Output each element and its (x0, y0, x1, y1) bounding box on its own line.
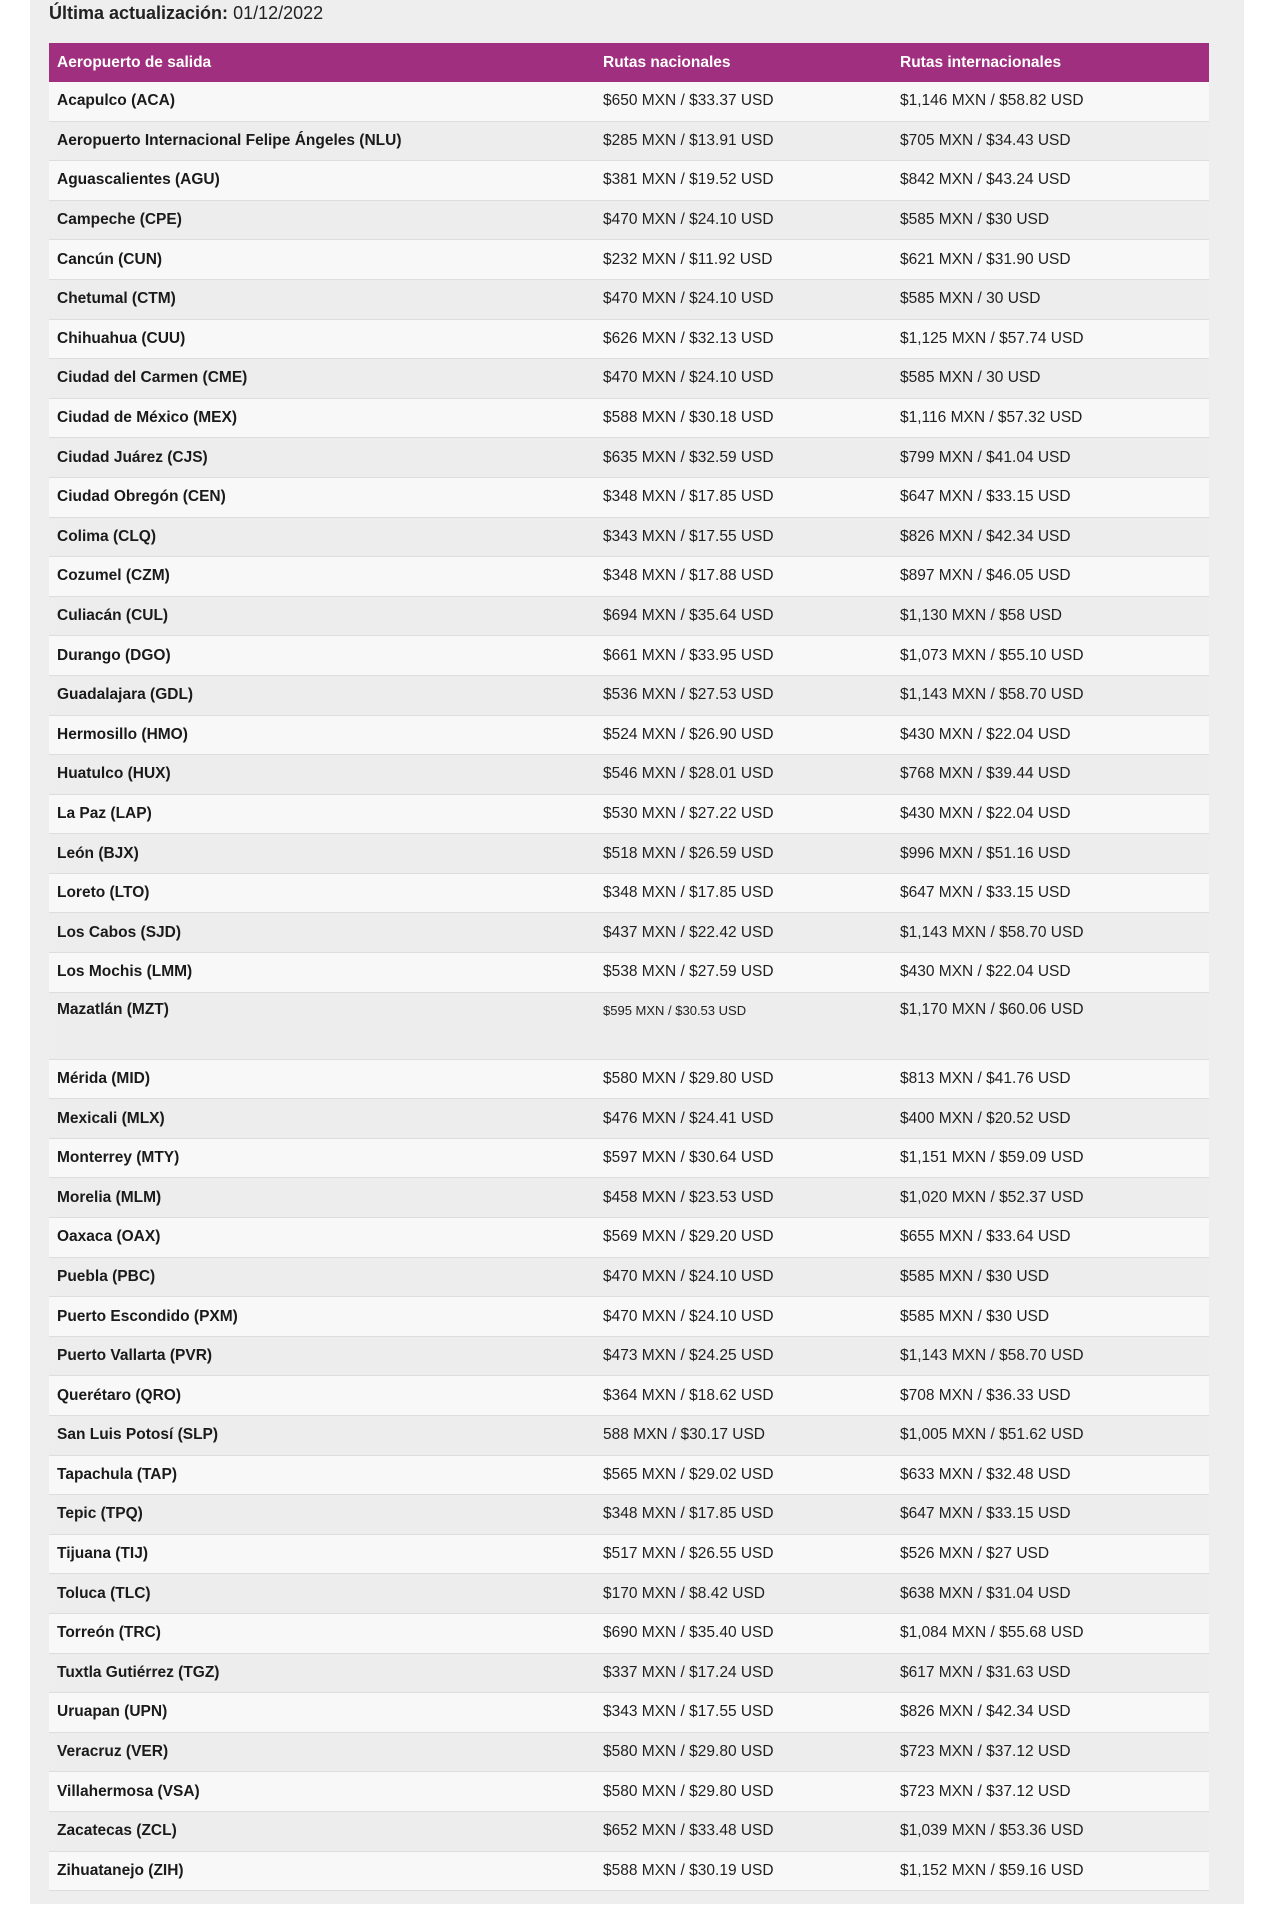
table-row (49, 121, 1209, 161)
international-fee-cell: $799 MXN / $41.04 USD (892, 438, 1209, 478)
table-row (49, 1534, 1209, 1574)
national-fee-cell: $538 MXN / $27.59 USD (595, 953, 892, 993)
col-header-international: Rutas internacionales (892, 43, 1209, 82)
table-row (49, 715, 1209, 755)
international-fee-cell: $647 MXN / $33.15 USD (892, 477, 1209, 517)
international-fee-cell: $723 MXN / $37.12 USD (892, 1732, 1209, 1772)
airport-cell: Zacatecas (ZCL) (49, 1811, 595, 1851)
airport-cell: Monterrey (MTY) (49, 1138, 595, 1178)
airport-cell: Tepic (TPQ) (49, 1495, 595, 1535)
international-fee-cell: $1,116 MXN / $57.32 USD (892, 398, 1209, 438)
national-fee-cell: $597 MXN / $30.64 USD (595, 1138, 892, 1178)
international-fee-cell: $655 MXN / $33.64 USD (892, 1218, 1209, 1258)
international-fee-cell: $1,143 MXN / $58.70 USD (892, 1336, 1209, 1376)
table-row (49, 1257, 1209, 1297)
international-fee-cell: $1,084 MXN / $55.68 USD (892, 1613, 1209, 1653)
international-fee-cell: $813 MXN / $41.76 USD (892, 1059, 1209, 1099)
airport-cell: Los Mochis (LMM) (49, 953, 595, 993)
international-fee-cell: $638 MXN / $31.04 USD (892, 1574, 1209, 1614)
table-row (49, 161, 1209, 201)
table-row (49, 1811, 1209, 1851)
national-fee-cell: $470 MXN / $24.10 USD (595, 200, 892, 240)
table-row (49, 1772, 1209, 1812)
national-fee-cell: $476 MXN / $24.41 USD (595, 1099, 892, 1139)
national-fee-cell: $437 MXN / $22.42 USD (595, 913, 892, 953)
international-fee-cell: $723 MXN / $37.12 USD (892, 1772, 1209, 1812)
table-row (49, 636, 1209, 676)
national-fee-cell: $588 MXN / $30.19 USD (595, 1851, 892, 1891)
national-fee-cell: $565 MXN / $29.02 USD (595, 1455, 892, 1495)
table-row (49, 1653, 1209, 1693)
table-row (49, 1851, 1209, 1891)
international-fee-cell: $897 MXN / $46.05 USD (892, 557, 1209, 597)
national-fee-cell: $473 MXN / $24.25 USD (595, 1336, 892, 1376)
airport-cell: Loreto (LTO) (49, 873, 595, 913)
table-row (49, 200, 1209, 240)
table-row (49, 1099, 1209, 1139)
table-row (49, 1218, 1209, 1258)
airport-cell: Acapulco (ACA) (49, 82, 595, 121)
table-row (49, 755, 1209, 795)
national-fee-cell: $458 MXN / $23.53 USD (595, 1178, 892, 1218)
international-fee-cell: $585 MXN / $30 USD (892, 1257, 1209, 1297)
international-fee-cell: $1,005 MXN / $51.62 USD (892, 1416, 1209, 1456)
last-updated-value: 01/12/2022 (233, 3, 324, 23)
national-fee-cell: $348 MXN / $17.88 USD (595, 557, 892, 597)
national-fee-cell: $588 MXN / $30.18 USD (595, 398, 892, 438)
international-fee-cell: $647 MXN / $33.15 USD (892, 1495, 1209, 1535)
airport-cell: Veracruz (VER) (49, 1732, 595, 1772)
national-fee-cell: $661 MXN / $33.95 USD (595, 636, 892, 676)
airport-cell: Tuxtla Gutiérrez (TGZ) (49, 1653, 595, 1693)
table-row (49, 1693, 1209, 1733)
table-body (49, 82, 1209, 1891)
table-row (49, 319, 1209, 359)
airport-cell: Mexicali (MLX) (49, 1099, 595, 1139)
international-fee-cell: $430 MXN / $22.04 USD (892, 953, 1209, 993)
airport-cell: Puerto Vallarta (PVR) (49, 1336, 595, 1376)
national-fee-cell: $470 MXN / $24.10 USD (595, 359, 892, 399)
airport-cell: Ciudad Juárez (CJS) (49, 438, 595, 478)
international-fee-cell: $585 MXN / 30 USD (892, 359, 1209, 399)
airport-cell: Guadalajara (GDL) (49, 675, 595, 715)
table-row (49, 873, 1209, 913)
table-row (49, 1455, 1209, 1495)
table-row (49, 1613, 1209, 1653)
international-fee-cell: $585 MXN / 30 USD (892, 279, 1209, 319)
airport-cell: Tijuana (TIJ) (49, 1534, 595, 1574)
national-fee-cell: $652 MXN / $33.48 USD (595, 1811, 892, 1851)
table-row (49, 398, 1209, 438)
table-row (49, 240, 1209, 280)
international-fee-cell: $768 MXN / $39.44 USD (892, 755, 1209, 795)
tua-fees-table (49, 43, 1209, 1891)
national-fee-cell: $348 MXN / $17.85 USD (595, 1495, 892, 1535)
table-row (49, 438, 1209, 478)
international-fee-cell: $647 MXN / $33.15 USD (892, 873, 1209, 913)
airport-cell: Ciudad de México (MEX) (49, 398, 595, 438)
airport-cell: Toluca (TLC) (49, 1574, 595, 1614)
table-row (49, 1574, 1209, 1614)
national-fee-cell: $690 MXN / $35.40 USD (595, 1613, 892, 1653)
international-fee-cell: $1,020 MXN / $52.37 USD (892, 1178, 1209, 1218)
table-row (49, 1178, 1209, 1218)
international-fee-cell: $826 MXN / $42.34 USD (892, 1693, 1209, 1733)
international-fee-cell: $585 MXN / $30 USD (892, 200, 1209, 240)
airport-cell: Querétaro (QRO) (49, 1376, 595, 1416)
last-updated (49, 0, 323, 28)
airport-cell: Aguascalientes (AGU) (49, 161, 595, 201)
table-row (49, 794, 1209, 834)
table-row (49, 1336, 1209, 1376)
international-fee-cell: $526 MXN / $27 USD (892, 1534, 1209, 1574)
airport-cell: Cozumel (CZM) (49, 557, 595, 597)
airport-cell: Puerto Escondido (PXM) (49, 1297, 595, 1337)
international-fee-cell: $1,170 MXN / $60.06 USD (892, 992, 1209, 1059)
table-row (49, 596, 1209, 636)
national-fee-cell: $364 MXN / $18.62 USD (595, 1376, 892, 1416)
national-fee-cell: $517 MXN / $26.55 USD (595, 1534, 892, 1574)
international-fee-cell: $1,146 MXN / $58.82 USD (892, 82, 1209, 121)
table-row (49, 913, 1209, 953)
table-row (49, 82, 1209, 121)
airport-cell: Huatulco (HUX) (49, 755, 595, 795)
national-fee-cell: $650 MXN / $33.37 USD (595, 82, 892, 121)
table-row (49, 953, 1209, 993)
international-fee-cell: $1,143 MXN / $58.70 USD (892, 675, 1209, 715)
international-fee-cell: $826 MXN / $42.34 USD (892, 517, 1209, 557)
national-fee-cell: $635 MXN / $32.59 USD (595, 438, 892, 478)
airport-cell: Hermosillo (HMO) (49, 715, 595, 755)
national-fee-cell: $595 MXN / $30.53 USD (595, 992, 892, 1059)
col-header-national: Rutas nacionales (595, 43, 892, 82)
national-fee-cell: $232 MXN / $11.92 USD (595, 240, 892, 280)
airport-cell: Colima (CLQ) (49, 517, 595, 557)
airport-cell: Zihuatanejo (ZIH) (49, 1851, 595, 1891)
international-fee-cell: $621 MXN / $31.90 USD (892, 240, 1209, 280)
international-fee-cell: $708 MXN / $36.33 USD (892, 1376, 1209, 1416)
national-fee-cell: $580 MXN / $29.80 USD (595, 1772, 892, 1812)
national-fee-cell: $470 MXN / $24.10 USD (595, 1257, 892, 1297)
airport-cell: Ciudad del Carmen (CME) (49, 359, 595, 399)
national-fee-cell: $569 MXN / $29.20 USD (595, 1218, 892, 1258)
airport-cell: San Luis Potosí (SLP) (49, 1416, 595, 1456)
airport-cell: La Paz (LAP) (49, 794, 595, 834)
national-fee-cell: $337 MXN / $17.24 USD (595, 1653, 892, 1693)
international-fee-cell: $1,152 MXN / $59.16 USD (892, 1851, 1209, 1891)
table-row (49, 1416, 1209, 1456)
airport-cell: Torreón (TRC) (49, 1613, 595, 1653)
airport-cell: Campeche (CPE) (49, 200, 595, 240)
table-row (49, 834, 1209, 874)
international-fee-cell: $1,073 MXN / $55.10 USD (892, 636, 1209, 676)
airport-cell: Morelia (MLM) (49, 1178, 595, 1218)
airport-cell: León (BJX) (49, 834, 595, 874)
national-fee-cell: $285 MXN / $13.91 USD (595, 121, 892, 161)
national-fee-cell: $546 MXN / $28.01 USD (595, 755, 892, 795)
international-fee-cell: $1,143 MXN / $58.70 USD (892, 913, 1209, 953)
table-row (49, 1059, 1209, 1099)
table-row (49, 557, 1209, 597)
airport-cell: Mazatlán (MZT) (49, 992, 595, 1059)
national-fee-cell: $580 MXN / $29.80 USD (595, 1732, 892, 1772)
airport-cell: Durango (DGO) (49, 636, 595, 676)
international-fee-cell: $430 MXN / $22.04 USD (892, 794, 1209, 834)
airport-cell: Mérida (MID) (49, 1059, 595, 1099)
national-fee-cell: $626 MXN / $32.13 USD (595, 319, 892, 359)
international-fee-cell: $996 MXN / $51.16 USD (892, 834, 1209, 874)
airport-cell: Villahermosa (VSA) (49, 1772, 595, 1812)
international-fee-cell: $400 MXN / $20.52 USD (892, 1099, 1209, 1139)
table-row (49, 992, 1209, 1059)
national-fee-cell: $348 MXN / $17.85 USD (595, 477, 892, 517)
airport-cell: Culiacán (CUL) (49, 596, 595, 636)
national-fee-cell: $343 MXN / $17.55 USD (595, 1693, 892, 1733)
table-header-row (49, 43, 1209, 82)
airport-cell: Ciudad Obregón (CEN) (49, 477, 595, 517)
airport-cell: Cancún (CUN) (49, 240, 595, 280)
airport-cell: Puebla (PBC) (49, 1257, 595, 1297)
international-fee-cell: $585 MXN / $30 USD (892, 1297, 1209, 1337)
international-fee-cell: $1,039 MXN / $53.36 USD (892, 1811, 1209, 1851)
table-row (49, 1138, 1209, 1178)
national-fee-cell: $170 MXN / $8.42 USD (595, 1574, 892, 1614)
international-fee-cell: $633 MXN / $32.48 USD (892, 1455, 1209, 1495)
table-row (49, 517, 1209, 557)
airport-cell: Uruapan (UPN) (49, 1693, 595, 1733)
table-row (49, 1732, 1209, 1772)
airport-cell: Chetumal (CTM) (49, 279, 595, 319)
international-fee-cell: $617 MXN / $31.63 USD (892, 1653, 1209, 1693)
airport-cell: Aeropuerto Internacional Felipe Ángeles (NLU) (49, 121, 595, 161)
national-fee-cell: $524 MXN / $26.90 USD (595, 715, 892, 755)
airport-cell: Tapachula (TAP) (49, 1455, 595, 1495)
national-fee-cell: $580 MXN / $29.80 USD (595, 1059, 892, 1099)
national-fee-cell: 588 MXN / $30.17 USD (595, 1416, 892, 1456)
table-row (49, 359, 1209, 399)
national-fee-cell: $536 MXN / $27.53 USD (595, 675, 892, 715)
international-fee-cell: $430 MXN / $22.04 USD (892, 715, 1209, 755)
table-row (49, 1495, 1209, 1535)
international-fee-cell: $1,125 MXN / $57.74 USD (892, 319, 1209, 359)
national-fee-cell: $530 MXN / $27.22 USD (595, 794, 892, 834)
table-row (49, 675, 1209, 715)
airport-cell: Chihuahua (CUU) (49, 319, 595, 359)
international-fee-cell: $1,130 MXN / $58 USD (892, 596, 1209, 636)
table-row (49, 1376, 1209, 1416)
national-fee-cell: $694 MXN / $35.64 USD (595, 596, 892, 636)
national-fee-cell: $348 MXN / $17.85 USD (595, 873, 892, 913)
table-row (49, 1297, 1209, 1337)
international-fee-cell: $842 MXN / $43.24 USD (892, 161, 1209, 201)
last-updated-label: Última actualización: (49, 3, 229, 23)
national-fee-cell: $470 MXN / $24.10 USD (595, 1297, 892, 1337)
col-header-airport: Aeropuerto de salida (49, 43, 595, 82)
international-fee-cell: $1,151 MXN / $59.09 USD (892, 1138, 1209, 1178)
table-row (49, 279, 1209, 319)
national-fee-cell: $518 MXN / $26.59 USD (595, 834, 892, 874)
national-fee-cell: $381 MXN / $19.52 USD (595, 161, 892, 201)
table-row (49, 477, 1209, 517)
airport-cell: Los Cabos (SJD) (49, 913, 595, 953)
national-fee-cell: $343 MXN / $17.55 USD (595, 517, 892, 557)
international-fee-cell: $705 MXN / $34.43 USD (892, 121, 1209, 161)
airport-cell: Oaxaca (OAX) (49, 1218, 595, 1258)
national-fee-cell: $470 MXN / $24.10 USD (595, 279, 892, 319)
